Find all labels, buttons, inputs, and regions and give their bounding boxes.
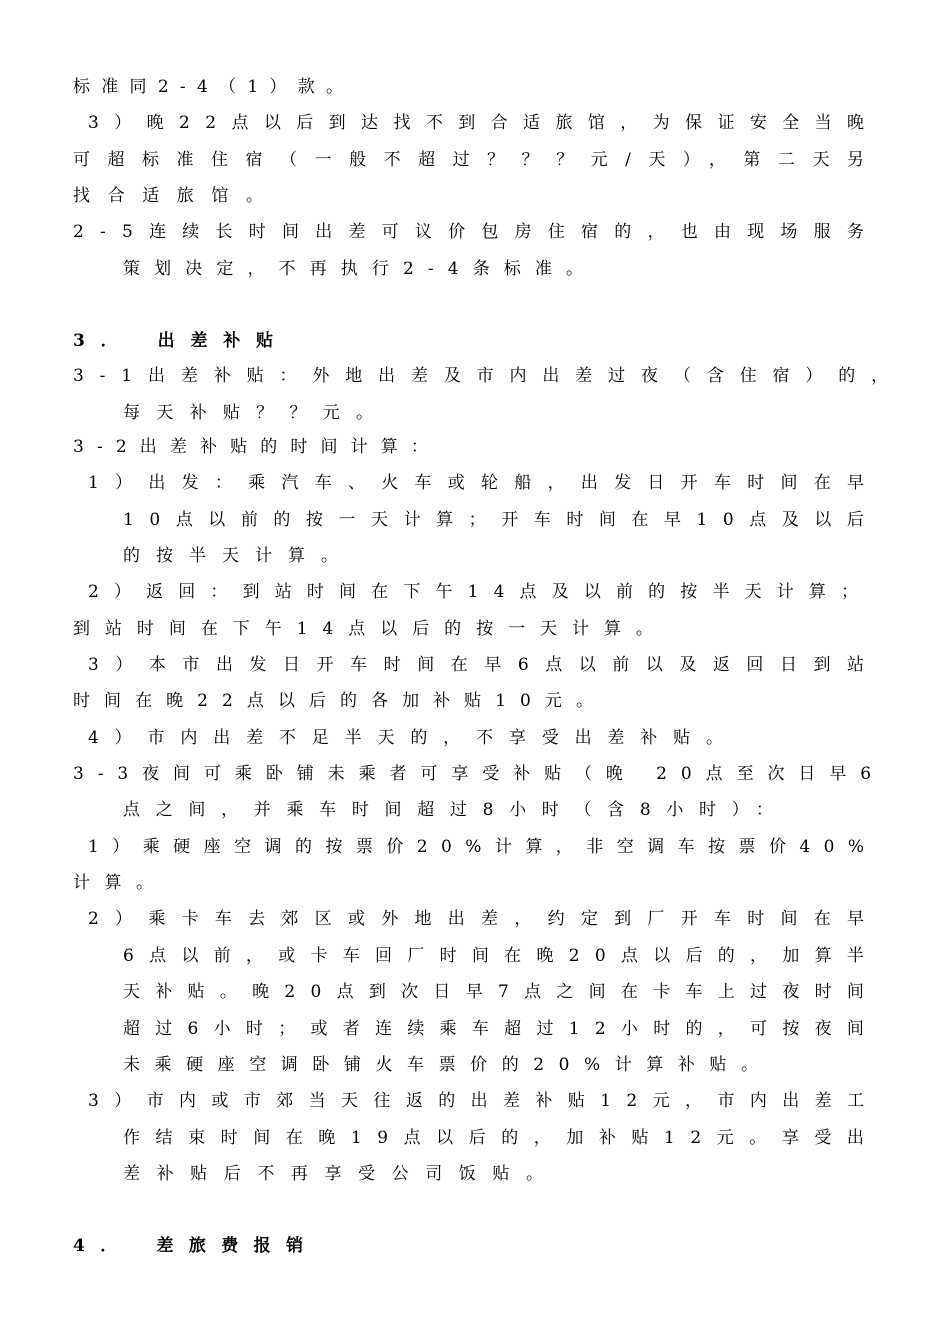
line-text: 策划决定，不再执行2-4条标准。	[123, 259, 598, 279]
line-text: 3）晚22点以后到达找不到合适旅馆，为保证安全当晚	[88, 113, 880, 133]
text-line	[73, 873, 168, 893]
line-text: 超过6小时；或者连续乘车超过12小时的，可按夜间	[123, 1019, 880, 1039]
text-line	[73, 222, 881, 242]
line-text: 标准同2-4（1）款。	[73, 77, 355, 97]
line-text: 3）本市出发日开车时间在早6点以前以及返回日到站	[88, 655, 881, 675]
line-text: 10点以前的按一天计算；开车时间在早10点及以后	[123, 510, 880, 530]
line-text: 1）出发：乘汽车、火车或轮船，出发日开车时间在早	[88, 473, 881, 493]
text-line	[88, 1091, 880, 1111]
line-text: 3-1出差补贴：外地出差及市内出差过夜（含住宿）的，	[73, 366, 904, 386]
line-text: 4）市内出差不足半天的，不享受出差补贴。	[88, 728, 739, 748]
text-line	[88, 909, 881, 929]
line-text: 6点以前，或卡车回厂时间在晚20点以后的，加算半	[123, 946, 880, 966]
line-text: 的按半天计算。	[123, 546, 354, 566]
line-text: 计算。	[73, 873, 168, 893]
text-line	[123, 946, 880, 966]
text-line	[73, 150, 882, 170]
text-line	[123, 403, 390, 423]
line-text: 2-5连续长时间出差可议价包房住宿的，也由现场服务	[73, 222, 881, 242]
section-heading-3	[73, 331, 289, 351]
text-line	[73, 366, 904, 386]
line-text: 可超标准住宿（一般不超过？？？元/天），第二天另	[73, 150, 882, 170]
text-line	[88, 582, 874, 602]
text-line	[123, 982, 880, 1002]
text-line	[73, 437, 442, 457]
line-text: 时间在晚22点以后的各加补贴10元。	[73, 691, 607, 711]
line-text: 3-2出差补贴的时间计算：	[73, 437, 442, 457]
text-line	[123, 1128, 880, 1148]
text-line	[73, 691, 607, 711]
text-line	[123, 1019, 880, 1039]
text-line	[88, 837, 878, 857]
line-text: 天补贴。晚20点到次日早7点之间在卡车上过夜时间	[123, 982, 880, 1002]
text-line	[123, 259, 598, 279]
line-text: 2）返回：到站时间在下午14点及以前的按半天计算；	[88, 582, 874, 602]
text-line	[73, 77, 355, 97]
text-line	[123, 1164, 560, 1184]
line-text: 差补贴后不再享受公司饭贴。	[123, 1164, 560, 1184]
line-text: 作结束时间在晚19点以后的，加补贴12元。享受出	[123, 1128, 880, 1148]
text-line	[88, 473, 881, 493]
line-text: 每天补贴？？元。	[123, 403, 390, 423]
line-text: 点之间，并乘车时间超过8小时（含8小时）：	[123, 800, 789, 820]
text-line	[88, 655, 881, 675]
line-text: 2）乘卡车去郊区或外地出差，约定到厂开车时间在早	[88, 909, 881, 929]
line-text: 到站时间在下午14点以后的按一天计算。	[73, 619, 668, 639]
line-text: 3-3夜间可乘卧铺未乘者可享受补贴（晚 20点至次日早6	[73, 764, 885, 784]
text-line	[123, 1055, 773, 1075]
text-line	[88, 113, 880, 133]
text-line	[88, 728, 739, 748]
heading-text: 4． 差旅费报销	[73, 1236, 319, 1256]
line-text: 3）市内或市郊当天往返的出差补贴12元，市内出差工	[88, 1091, 880, 1111]
line-text: 找合适旅馆。	[73, 186, 281, 206]
text-line	[123, 510, 880, 530]
text-line	[73, 186, 281, 206]
text-line	[123, 800, 789, 820]
line-text: 未乘硬座空调卧铺火车票价的20%计算补贴。	[123, 1055, 773, 1075]
text-line	[73, 764, 885, 784]
section-heading-4	[73, 1236, 319, 1256]
line-text: 1）乘硬座空调的按票价20%计算，非空调车按票价40%	[88, 837, 878, 857]
text-line	[123, 546, 354, 566]
text-line	[73, 619, 668, 639]
heading-text: 3． 出差补贴	[73, 331, 289, 351]
